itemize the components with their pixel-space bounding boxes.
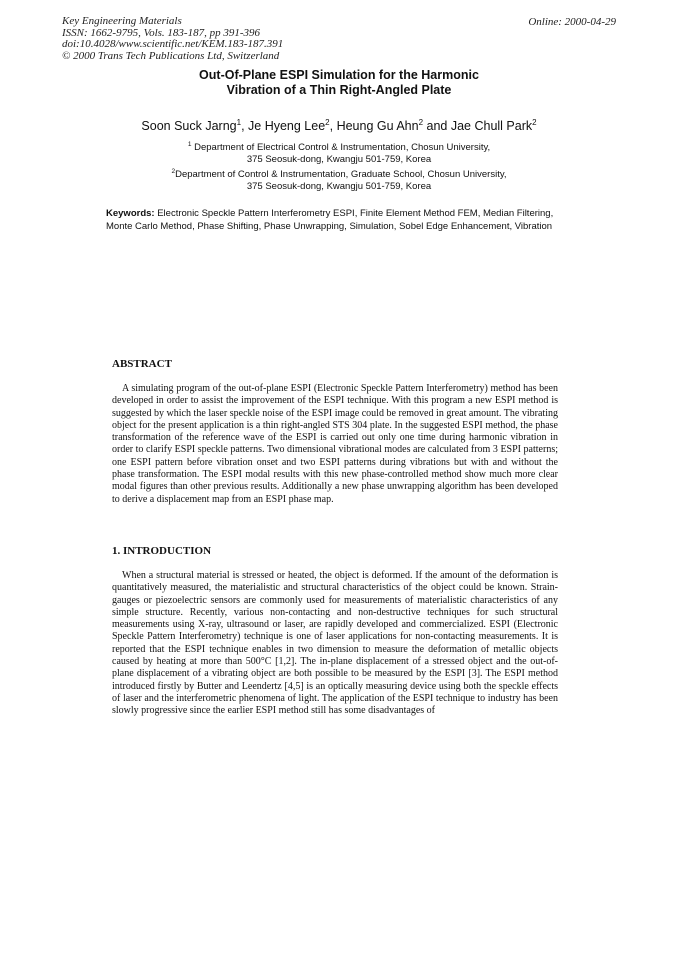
title-line-2: Vibration of a Thin Right-Angled Plate [226, 83, 452, 97]
author-name: Soon Suck Jarng [141, 119, 237, 134]
affiliation-address: 375 Seosuk-dong, Kwangju 501-759, Korea [246, 181, 432, 193]
abstract-body: A simulating program of the out-of-plane ESPI (Electronic Speckle Pattern Interferometry) method has been developed in order to assist the improvement of the ESPI technique. With this program a new ESPI method is suggested by which the laser speckle noise of the ESPI image could be removed in great amount. The vibrating object for the present application is a thin right-angled STS 304 plate. In the suggested ESPI method, the phase transformation of the reference wave of the ESPI is carried out only one time during harmonic vibration in order to clarify ESPI speckle patterns. Two dimensional vibrational modes are calculated from 3 ESPI patterns; one ESPI pattern before vibration onset and two ESPI patterns during vibrations but with and without the phase transformation. The ESPI modal results with this new phase-controlled method show much more clear modal figures than other previous results. Additionally a new phase unwrapping algorithm has been developed to derive a displacement map from an ESPI phase map. [112, 383, 558, 505]
keywords-label: Keywords: [106, 208, 155, 219]
introduction-heading: 1. INTRODUCTION [112, 545, 212, 557]
affiliation-address: 375 Seosuk-dong, Kwangju 501-759, Korea [246, 154, 432, 166]
online-date: Online: 2000-04-29 [528, 16, 616, 28]
paper-title [0, 68, 678, 98]
affiliation-number: 1 [187, 141, 192, 148]
copyright-line: © 2000 Trans Tech Publications Ltd, Switzerland [62, 49, 280, 62]
author-affiliation-mark: 2 [532, 118, 537, 127]
author-name: Je Hyeng Lee [248, 119, 326, 134]
title-line-1: Out-Of-Plane ESPI Simulation for the Harmonic [199, 68, 479, 82]
affiliation-2 [0, 166, 678, 193]
author-affiliation-mark: 2 [418, 118, 424, 127]
doi-line: doi:10.4028/www.scientific.net/KEM.183-187.391 [62, 38, 284, 50]
author-name: Jae Chull Park [450, 119, 533, 134]
author-separator: and [423, 119, 451, 134]
affiliation-line: Department of Electrical Control & Instrumentation, Chosun University, [191, 142, 491, 154]
author-separator: , [329, 119, 337, 134]
keywords [106, 208, 576, 233]
affiliation-line: Department of Control & Instrumentation, Graduate School, Chosun University, [175, 169, 507, 181]
affiliation-1 [0, 139, 678, 166]
abstract-heading: ABSTRACT [112, 358, 172, 370]
author-affiliation-mark: 2 [325, 118, 330, 127]
journal-name: Key Engineering Materials [62, 15, 182, 27]
author-name: Heung Gu Ahn [336, 119, 419, 134]
author-affiliation-mark: 1 [236, 118, 242, 127]
author-list [0, 118, 678, 133]
keywords-text: Electronic Speckle Pattern Interferometry ESPI, Finite Element Method FEM, Median Filtering, Monte Carlo Method, Phase Shifting, Phase Unwrapping, Simulation, Sobel Edge Enhancement, Vibration [106, 208, 554, 232]
affiliation-number: 2 [171, 168, 176, 175]
journal-header [62, 16, 283, 62]
introduction-body: When a structural material is stressed or heated, the object is deformed. If the amount of the deformation is quantitatively measured, the materialistic and structural characteristics of the object could be known. Strain-gauges or piezoelectric sensors are commonly used for measurements of materialistic characteristics of any simple structure. Recently, various non-contacting and non-destructive techniques for such structural measurements using X-ray, ultrasound or laser, are rapidly developed and commercialized. ESPI (Electronic Speckle Pattern Interferometry) technique is one of laser applications for non-contacting measurements. It is reported that the ESPI technique enables in two dimension to measure the deformation of metallic objects caused by heating at more than 500°C [1,2]. The in-plane displacement of a stressed object and the out-of-plane displacement of a vibrating object are both possible to be measured by the ESPI [3]. The ESPI method introduced firstly by Butter and Leendertz [4,5] is an optically measuring device using both the speckle effects of laser and the interferometric phenomena of light. The application of the ESPI technique to industry has been slowly progressive since the earlier ESPI method still has some disadvantages of [112, 570, 558, 717]
author-separator: , [241, 119, 249, 134]
issn-line: ISSN: 1662-9795, Vols. 183-187, pp 391-396 [62, 26, 260, 39]
